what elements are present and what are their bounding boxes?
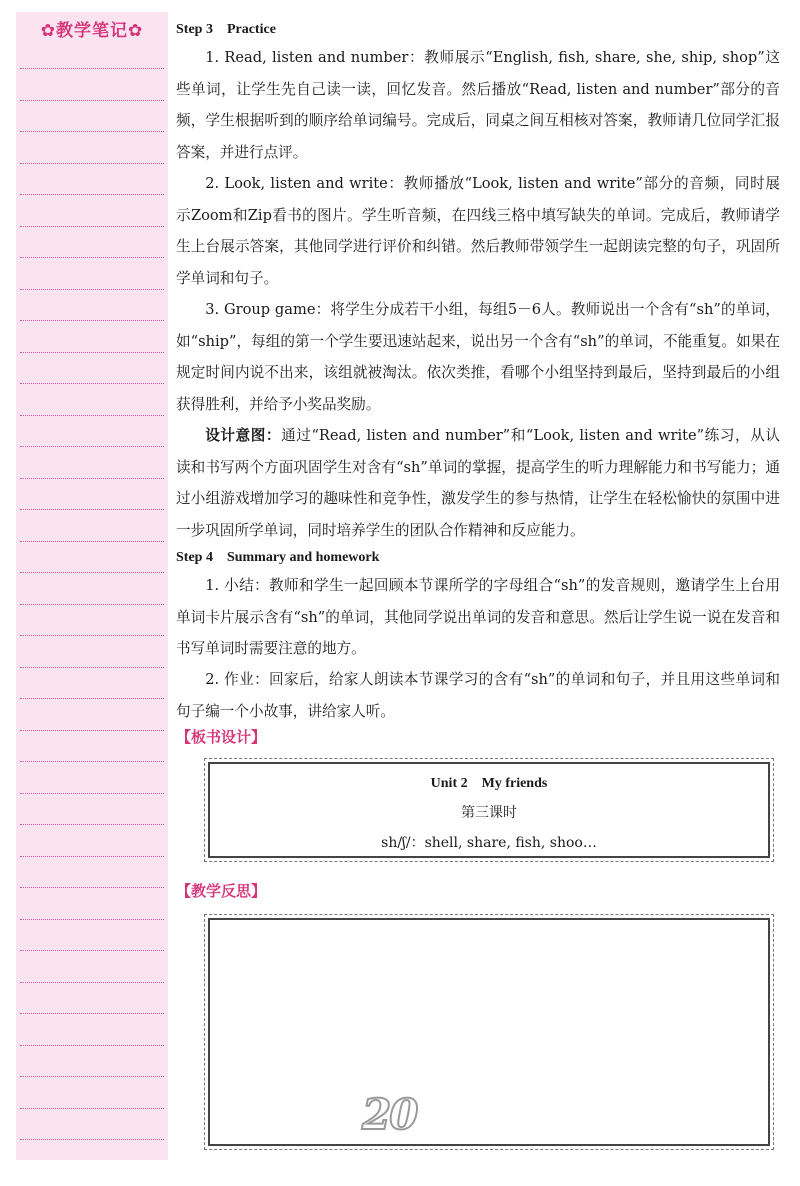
note-line <box>20 257 164 258</box>
note-line <box>20 824 164 825</box>
note-line <box>20 352 164 353</box>
note-line <box>20 761 164 762</box>
note-line <box>20 635 164 636</box>
note-line <box>20 478 164 479</box>
note-line <box>20 131 164 132</box>
note-line <box>20 604 164 605</box>
note-line <box>20 919 164 920</box>
note-line <box>20 1139 164 1140</box>
step3-paragraph-1: 1. Read, listen and number：教师展示“English, fish, share, she, ship, shop”这些单词，让学生先自己读一读，回忆发音。然后播放“Read, listen and number”部分的音频，学生根据听到的顺序给单词编号。完成后，同桌之间互相核对答案，教师请几位同学汇报答案，并进行点评。 <box>176 49 780 161</box>
note-line <box>20 68 164 69</box>
note-line <box>20 289 164 290</box>
design-intent-paragraph <box>176 420 780 546</box>
step4-paragraph-2: 2. 作业：回家后，给家人朗读本节课学习的含有“sh”的单词和句子，并且用这些单词和句子编一个小故事，讲给家人听。 <box>176 671 780 720</box>
note-line <box>20 730 164 731</box>
note-line <box>20 1013 164 1014</box>
note-line <box>20 572 164 573</box>
step3-title: Step 3 Practice <box>176 22 276 37</box>
board-unit-title: Unit 2 My friends <box>430 776 548 791</box>
note-line <box>20 856 164 857</box>
note-line <box>20 320 164 321</box>
note-line <box>20 887 164 888</box>
note-line <box>20 194 164 195</box>
note-line <box>20 226 164 227</box>
note-line <box>20 100 164 101</box>
note-line <box>20 383 164 384</box>
note-line <box>20 415 164 416</box>
note-line <box>20 950 164 951</box>
note-line <box>20 1045 164 1046</box>
note-line <box>20 667 164 668</box>
design-intent-text: 通过“Read, listen and number”和“Look, listen and write”练习，从认读和书写两个方面巩固学生对含有“sh”单词的掌握，提高学生的听力理解能力和书写能力；通过小组游戏增加学习的趣味性和竞争性，激发学生的参与热情，让学生在轻松愉快的氛围中进一步巩固所学单词，同时培养学生的团队合作精神和反应能力。 <box>176 427 780 539</box>
board-phonics-line: sh/ʃ/：shell, share, fish, shoo… <box>381 835 597 851</box>
step3-paragraph-2: 2. Look, listen and write：教师播放“Look, listen and write”部分的音频，同时展示Zoom和Zip看书的图片。学生听音频，在四线三格中填写缺失的单词。完成后，教师请学生上台展示答案，其他同学进行评价和纠错。然后教师带领学生一起朗读完整的句子，巩固所学单词和句子。 <box>176 175 780 287</box>
note-line <box>20 163 164 164</box>
step4-paragraph-1: 1. 小结：教师和学生一起回顾本节课所学的字母组合“sh”的发音规则，邀请学生上台用单词卡片展示含有“sh”的单词，其他同学说出单词的发音和意思。然后让学生说一说在发音和书写单词时需要注意的地方。 <box>176 577 780 657</box>
note-line <box>20 509 164 510</box>
design-intent-label: 设计意图： <box>205 427 282 444</box>
note-line <box>20 1076 164 1077</box>
board-design-frame <box>208 762 770 858</box>
step3-paragraph-3: 3. Group game：将学生分成若干小组，每组5－6人。教师说出一个含有“sh”的单词，如“ship”，每组的第一个学生要迅速站起来，说出另一个含有“sh”的单词，不能重复。如果在规定时间内说不出来，该组就被淘汰。依次类推，看哪个小组坚持到最后，坚持到最后的小组获得胜利，并给予小奖品奖励。 <box>176 301 780 413</box>
page-number: 20 <box>362 1090 417 1139</box>
teaching-reflection-heading: 【教学反思】 <box>176 882 267 900</box>
sidebar-title: ✿教学笔记✿ <box>40 21 144 41</box>
note-line <box>20 1108 164 1109</box>
note-line <box>20 793 164 794</box>
note-line <box>20 982 164 983</box>
board-lesson: 第三课时 <box>461 805 517 821</box>
step4-title: Step 4 Summary and homework <box>176 550 380 565</box>
notes-sidebar <box>16 12 168 1160</box>
note-line <box>20 446 164 447</box>
board-design-heading: 【板书设计】 <box>176 728 267 746</box>
teaching-reflection-box <box>208 918 770 1146</box>
note-line <box>20 541 164 542</box>
note-line <box>20 698 164 699</box>
